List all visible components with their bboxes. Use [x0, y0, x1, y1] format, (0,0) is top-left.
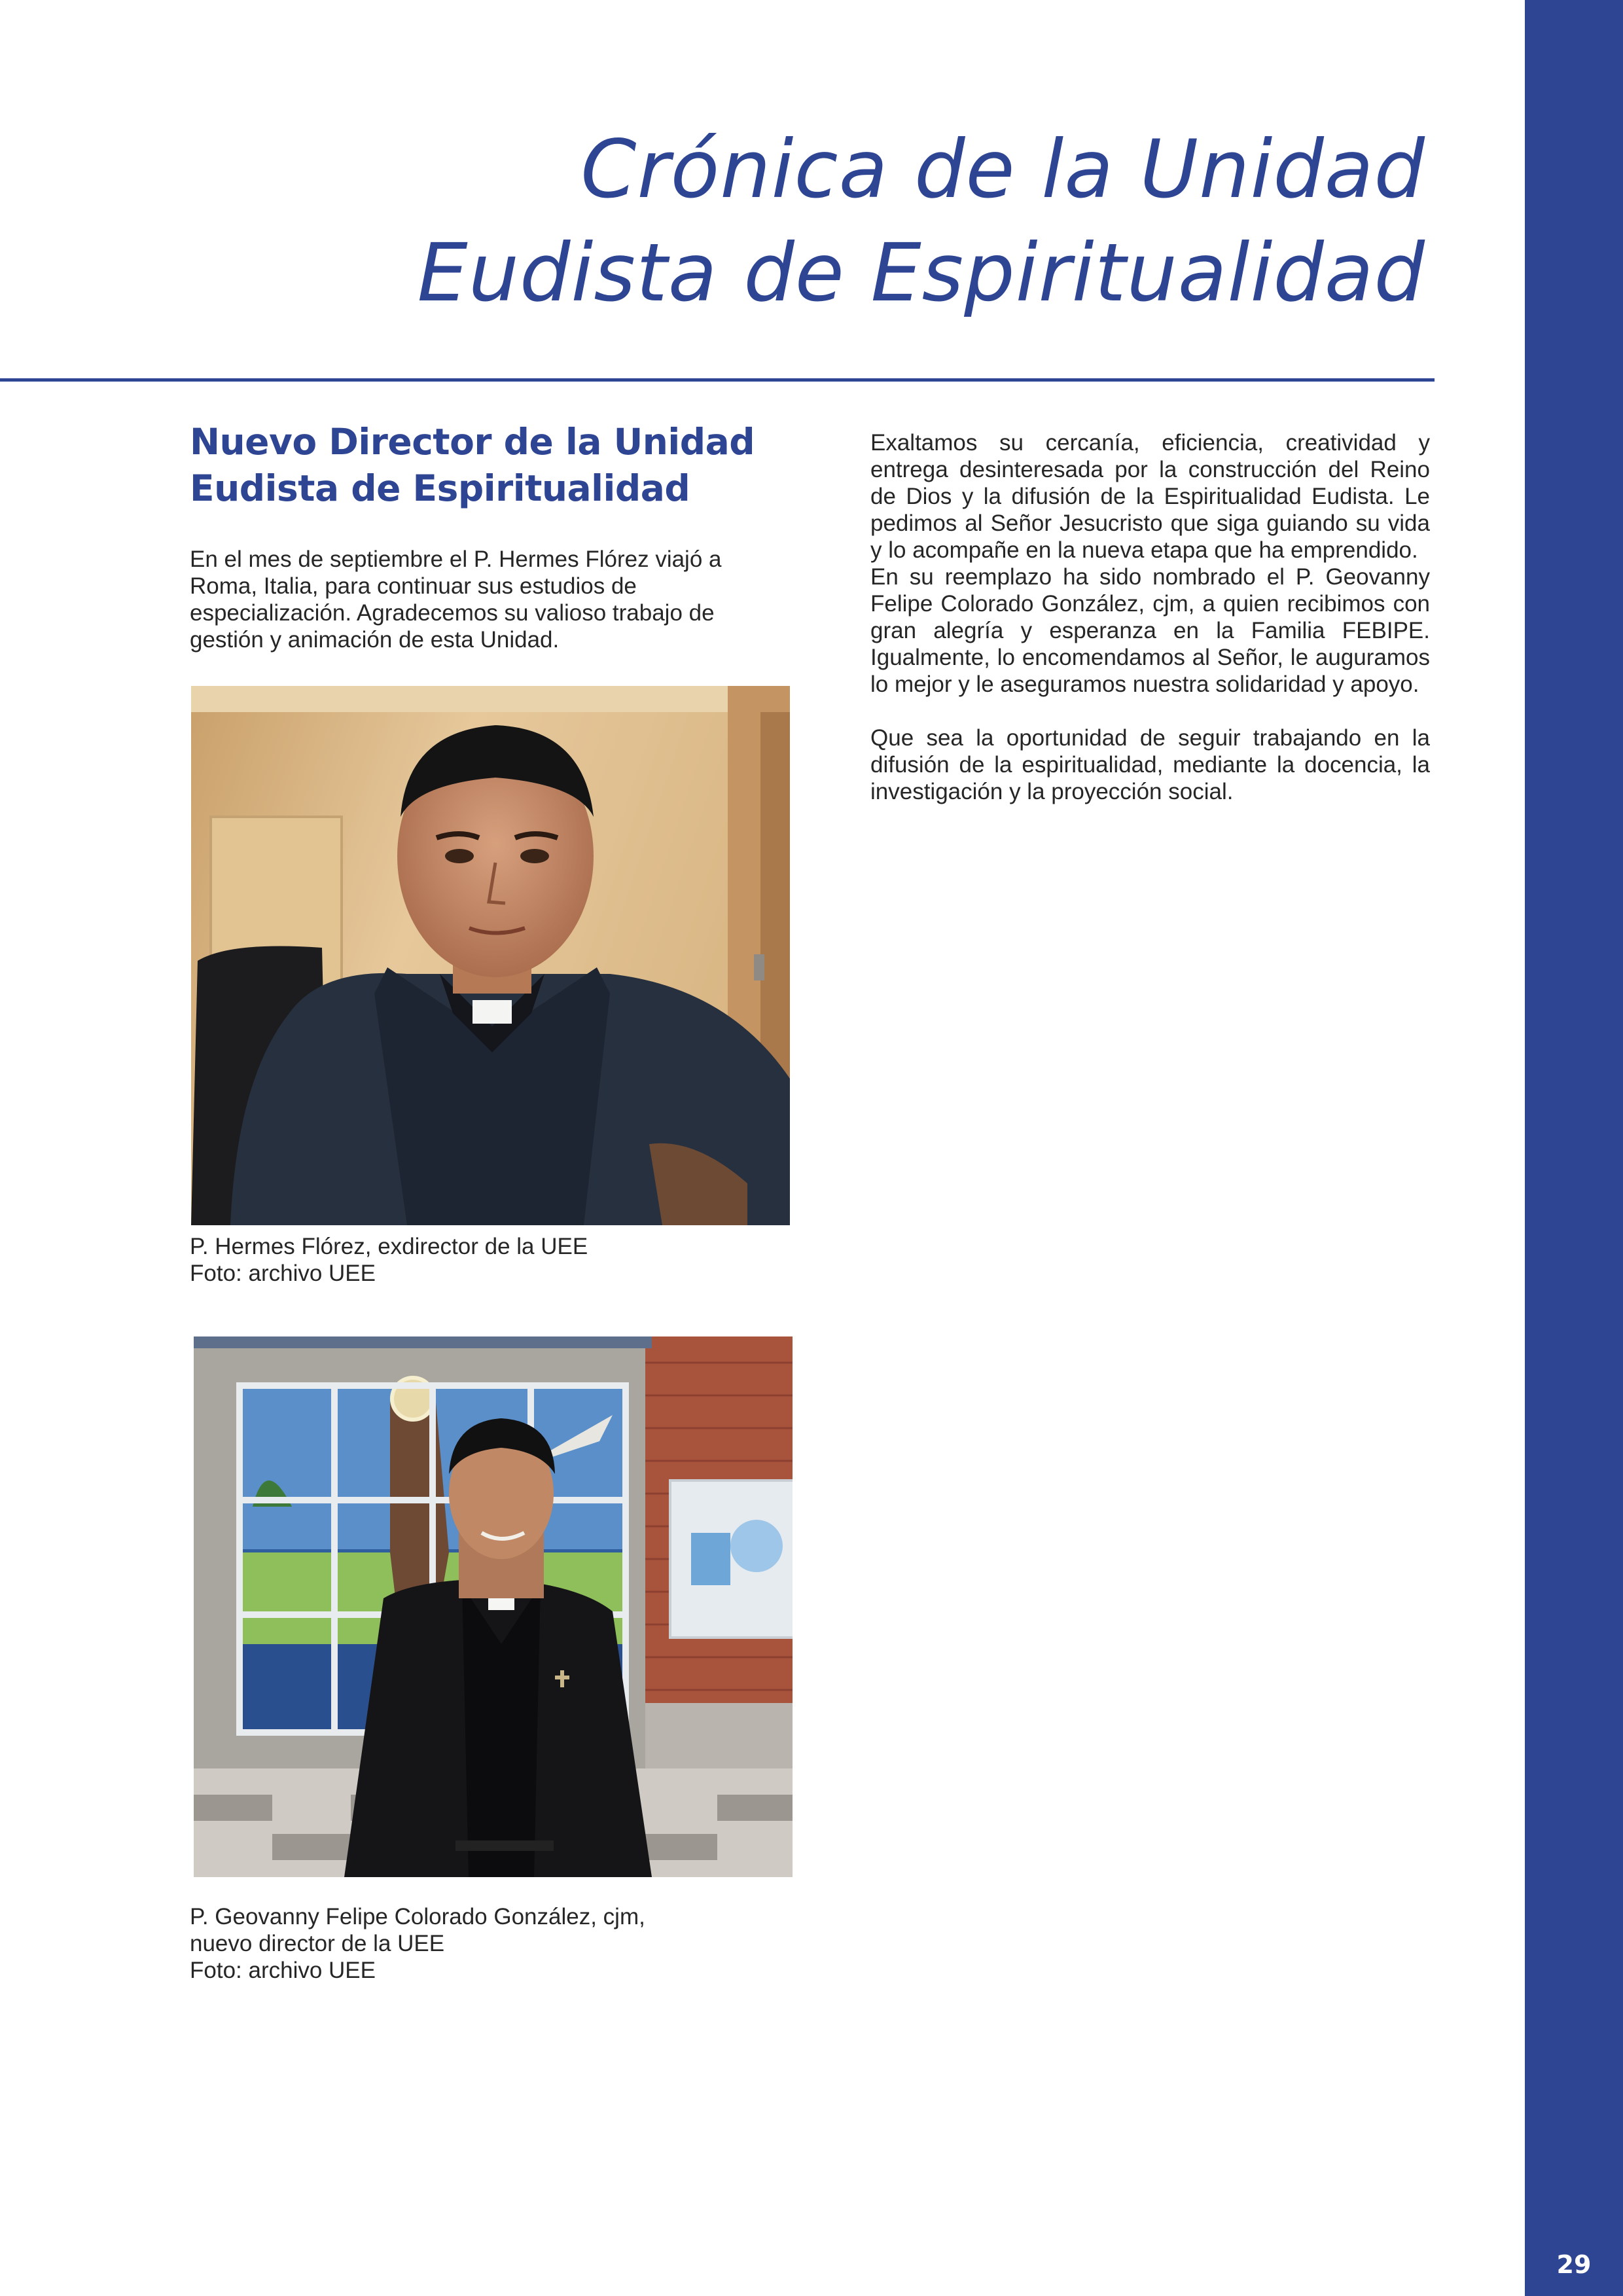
- article-heading-line-2: Eudista de Espiritualidad: [190, 467, 690, 509]
- intro-paragraph: En el mes de septiembre el P. Hermes Flórez viajó a Roma, Italia, para continuar sus estudios de especialización. Agradecemos su valioso trabajo de gestión y animación de esta Unidad.: [190, 547, 722, 653]
- caption-1-line-2: Foto: archivo UEE: [190, 1261, 376, 1286]
- section-title-line-2: Eudista de Espiritualidad: [417, 226, 1425, 319]
- article-heading-line-1: Nuevo Director de la Unidad: [190, 421, 755, 463]
- section-title: [182, 118, 1425, 325]
- paragraph-1: Exaltamos su cercanía, eficiencia, creatividad y entrega desinteresada por la construcción del Reino de Dios y la difusión de la Espiritualidad Eudista. Le pedimos al Señor Jesucristo que siga guiando su vida y lo acompañe en la nueva etapa que ha emprendido.: [870, 430, 1430, 563]
- caption-2-line-1: P. Geovanny Felipe Colorado González, cjm,: [190, 1904, 645, 1929]
- paragraph-2: En su reemplazo ha sido nombrado el P. Geovanny Felipe Colorado González, cjm, a quien recibimos con gran alegría y esperanza en la Familia FEBIPE. Igualmente, lo encomendamos al Señor, le auguramos lo mejor y le aseguramos nuestra solidaridad y apoyo.: [870, 564, 1430, 697]
- section-title-line-1: Crónica de la Unidad: [580, 123, 1425, 216]
- article-right-column: [870, 429, 1430, 805]
- caption-geovanny-colorado: [190, 1903, 818, 1984]
- paragraph-3: Que sea la oportunidad de seguir trabajando en la difusión de la espiritualidad, mediante la docencia, la investigación y la proyección social.: [870, 725, 1430, 804]
- page-number: 29: [1556, 2250, 1592, 2279]
- article-heading: [190, 419, 844, 512]
- photo-hermes-florez: [191, 686, 790, 1225]
- photo-geovanny-colorado: [194, 1336, 793, 1877]
- side-color-band: [1525, 0, 1623, 2296]
- caption-2-line-2: nuevo director de la UEE: [190, 1931, 445, 1956]
- header-divider: [0, 378, 1435, 382]
- caption-hermes-florez: [190, 1233, 818, 1287]
- caption-1-line-1: P. Hermes Flórez, exdirector de la UEE: [190, 1234, 588, 1259]
- caption-2-line-3: Foto: archivo UEE: [190, 1958, 376, 1983]
